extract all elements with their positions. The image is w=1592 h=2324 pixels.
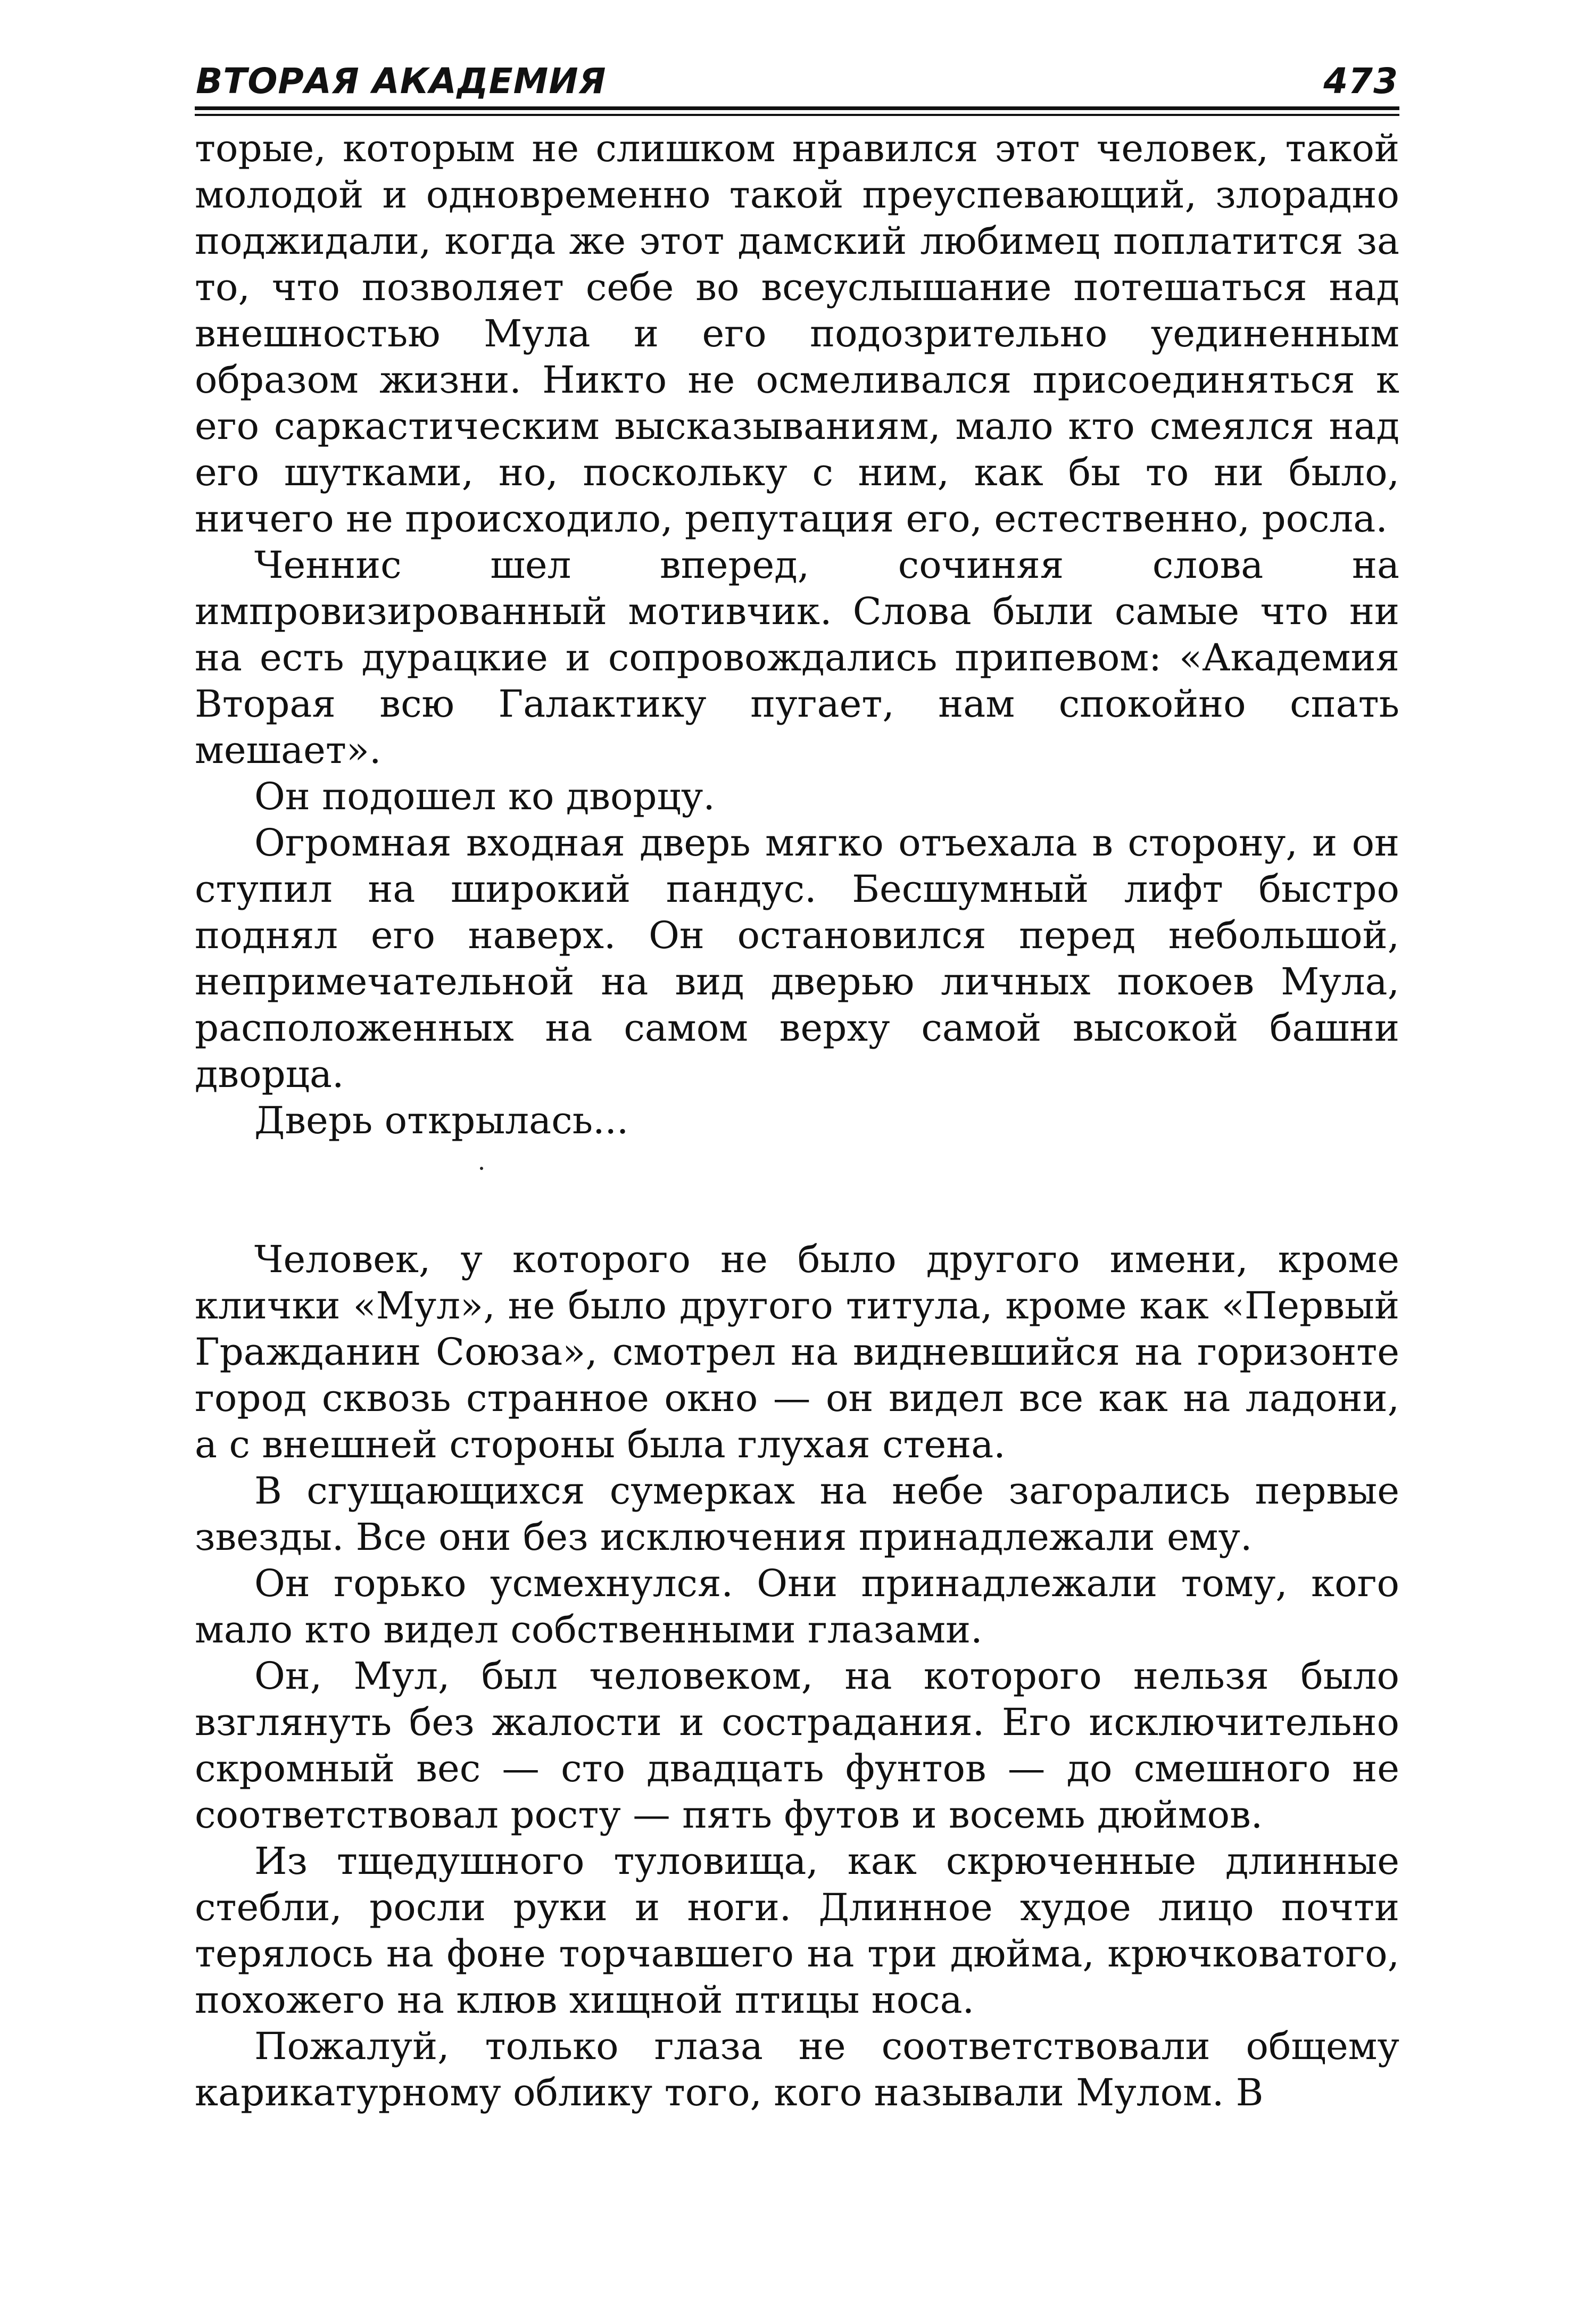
text-body bbox=[195, 126, 1399, 2116]
header-rule-thin bbox=[195, 114, 1399, 116]
running-title: ВТОРАЯ АКАДЕМИЯ bbox=[196, 61, 607, 102]
paragraph: Он подошел ко дворцу. bbox=[254, 775, 715, 818]
print-speck bbox=[480, 1167, 483, 1170]
paragraph: Он, Мул, был человеком, на которого нельзя было взглянуть без жалости и сострадания. Его исключительно скромный вес — сто двадцать фунтов — до смешного не соответствовал росту — пять футов и восемь дюймов. bbox=[195, 1654, 1399, 1837]
paragraph-continued: торые, которым не слишком нравился этот человек, такой молодой и одновременно такой преуспевающий, злорадно поджидали, когда же этот дамский любимец поплатится за то, что позволяет себе во всеуслышание потешаться над внешностью Мула и его подозрительно уединенным образом жизни. Никто не осмеливался присоединяться к его саркастическим высказываниям, мало кто смеялся над его шутками, но, поскольку с ним, как бы то ни было, ничего не происходило, репутация его, естественно, росла. bbox=[195, 127, 1399, 541]
paragraph: В сгущающихся сумерках на небе загорались первые звезды. Все они без исключения принадлежали ему. bbox=[195, 1469, 1399, 1559]
paragraph: Ченнис шел вперед, сочиняя слова на импровизированный мотивчик. Слова были самые что ни на есть дурацкие и сопровождались припевом: «Академия Вторая всю Галактику пугает, нам спокойно спать мешает». bbox=[195, 543, 1399, 772]
paragraph: Он горько усмехнулся. Они принадлежали тому, кого мало кто видел собственными глазами. bbox=[195, 1562, 1399, 1651]
page-number: 473 bbox=[1323, 61, 1398, 102]
running-head bbox=[196, 53, 1398, 106]
paragraph: Человек, у которого не было другого имени, кроме клички «Мул», не было другого титула, кроме как «Первый Гражданин Союза», смотрел на видневшийся на горизонте город сквозь странное окно — он видел все как на ладони, а с внешней стороны была глухая стена. bbox=[195, 1238, 1399, 1466]
paragraph: Из тщедушного туловища, как скрюченные длинные стебли, росли руки и ноги. Длинное худое лицо почти терялось на фоне торчавшего на три дюйма, крючковатого, похожего на клюв хищной птицы носа. bbox=[195, 1839, 1399, 2022]
paragraph: Дверь открылась... bbox=[254, 1099, 629, 1142]
paragraph: Пожалуй, только глаза не соответствовали общему карикатурному облику того, кого называли Мулом. В bbox=[195, 2024, 1399, 2114]
header-rule-thick bbox=[195, 106, 1399, 110]
section-break bbox=[195, 1144, 1399, 1236]
paragraph: Огромная входная дверь мягко отъехала в сторону, и он ступил на широкий пандус. Бесшумный лифт быстро поднял его наверх. Он остановился перед небольшой, непримечательной на вид дверью личных покоев Мула, расположенных на самом верху самой высокой башни дворца. bbox=[195, 821, 1399, 1096]
